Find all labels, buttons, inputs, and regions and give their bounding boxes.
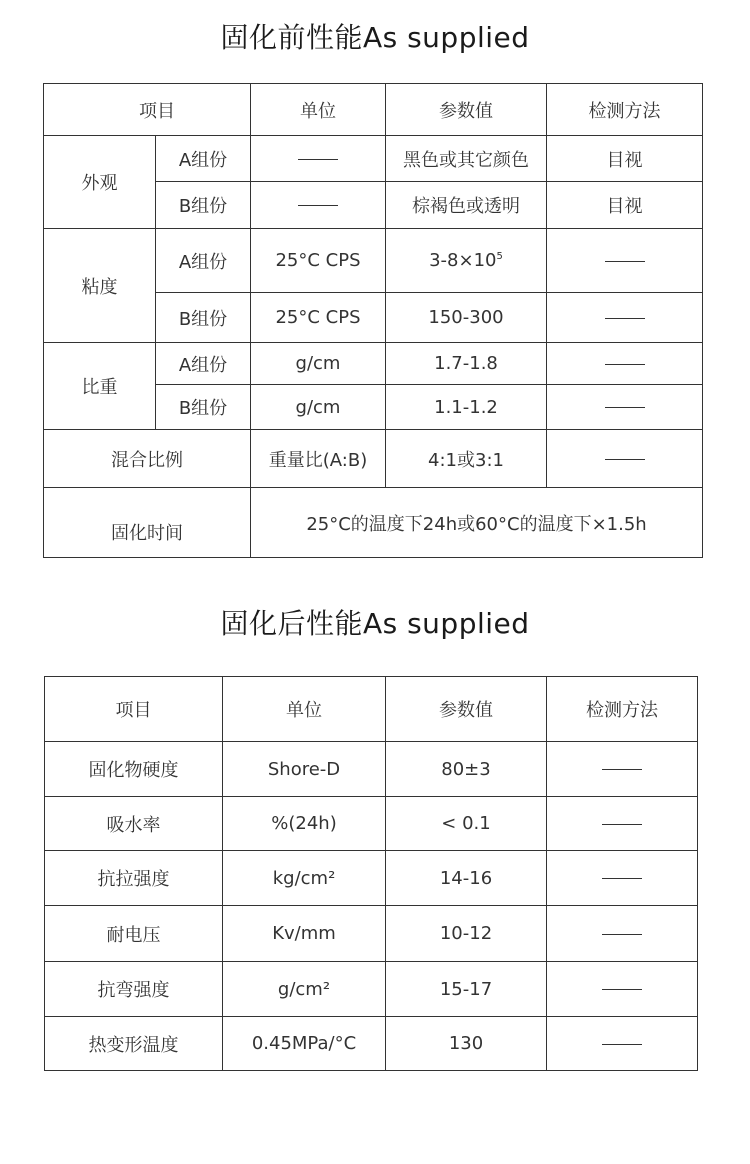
- appearance-a-value: 黑色或其它颜色: [386, 136, 547, 182]
- row-item: 抗拉强度: [45, 851, 223, 906]
- dash: [602, 824, 642, 825]
- dash: [605, 364, 645, 365]
- row-item: 固化物硬度: [45, 742, 223, 797]
- mix-label: 混合比例: [44, 430, 251, 488]
- dash: [605, 261, 645, 262]
- row-value: 130: [386, 1017, 547, 1071]
- header-unit: 单位: [251, 84, 386, 136]
- method-none: [547, 430, 703, 488]
- component-a: A组份: [156, 229, 251, 293]
- viscosity-a-unit: 25°C CPS: [251, 229, 386, 293]
- row-value: 10-12: [386, 906, 547, 962]
- component-a: A组份: [156, 136, 251, 182]
- method-none: [547, 229, 703, 293]
- method-none: [547, 742, 698, 797]
- gravity-b-unit: g/cm: [251, 385, 386, 430]
- method-none: [547, 1017, 698, 1071]
- row-unit: %(24h): [223, 797, 386, 851]
- table-row: [45, 1017, 698, 1071]
- viscosity-a-value: $3-8\times 10^5$: [386, 229, 547, 293]
- table-row: [44, 136, 703, 182]
- method-none: [547, 906, 698, 962]
- cure-value: 25°C的温度下24h或60°C的温度下×1.5h: [251, 488, 703, 558]
- component-b: B组份: [156, 293, 251, 343]
- row-unit: g/cm²: [223, 962, 386, 1017]
- before-cure-table: [43, 83, 703, 558]
- row-item: 耐电压: [45, 906, 223, 962]
- row-item: 热变形温度: [45, 1017, 223, 1071]
- dash: [602, 934, 642, 935]
- appearance-b-value: 棕褐色或透明: [386, 182, 547, 229]
- viscosity-label: 粘度: [44, 229, 156, 343]
- after-cure-table: [44, 676, 698, 1071]
- dash: [298, 159, 338, 160]
- row-unit: Kv/mm: [223, 906, 386, 962]
- dash: [602, 769, 642, 770]
- dash: [602, 1044, 642, 1045]
- gravity-a-unit: g/cm: [251, 343, 386, 385]
- header-value: 参数值: [386, 677, 547, 742]
- dash: [605, 318, 645, 319]
- table-row: [45, 742, 698, 797]
- header-method: 检测方法: [547, 84, 703, 136]
- method-none: [547, 385, 703, 430]
- table-row: [45, 851, 698, 906]
- appearance-label: 外观: [44, 136, 156, 229]
- table-row: [44, 430, 703, 488]
- unit-none: [251, 136, 386, 182]
- row-value: 15-17: [386, 962, 547, 1017]
- method-none: [547, 962, 698, 1017]
- after-cure-title: 固化后性能As supplied: [220, 607, 530, 640]
- mix-unit: 重量比(A:B): [251, 430, 386, 488]
- method-none: [547, 797, 698, 851]
- dash: [602, 878, 642, 879]
- dash: [605, 459, 645, 460]
- header-value: 参数值: [386, 84, 547, 136]
- row-value: 80±3: [386, 742, 547, 797]
- table-row: [45, 962, 698, 1017]
- method-none: [547, 343, 703, 385]
- cure-label: 固化时间: [44, 488, 251, 558]
- unit-none: [251, 182, 386, 229]
- table-row: [45, 906, 698, 962]
- component-a: A组份: [156, 343, 251, 385]
- table-header-row: [44, 84, 703, 136]
- table-row: [45, 797, 698, 851]
- viscosity-b-unit: 25°C CPS: [251, 293, 386, 343]
- header-item: 项目: [44, 84, 251, 136]
- row-unit: kg/cm²: [223, 851, 386, 906]
- method-none: [547, 851, 698, 906]
- table-row: [44, 343, 703, 385]
- table-header-row: [45, 677, 698, 742]
- appearance-b-method: 目视: [547, 182, 703, 229]
- row-value: < 0.1: [386, 797, 547, 851]
- table-row: [44, 229, 703, 293]
- appearance-a-method: 目视: [547, 136, 703, 182]
- row-unit: 0.45MPa/°C: [223, 1017, 386, 1071]
- gravity-b-value: 1.1-1.2: [386, 385, 547, 430]
- row-item: 抗弯强度: [45, 962, 223, 1017]
- dash: [602, 989, 642, 990]
- before-cure-title: 固化前性能As supplied: [220, 21, 530, 54]
- header-unit: 单位: [223, 677, 386, 742]
- dash: [298, 205, 338, 206]
- table-row: [44, 488, 703, 558]
- viscosity-b-value: 150-300: [386, 293, 547, 343]
- row-value: 14-16: [386, 851, 547, 906]
- header-item: 项目: [45, 677, 223, 742]
- dash: [605, 407, 645, 408]
- component-b: B组份: [156, 385, 251, 430]
- method-none: [547, 293, 703, 343]
- row-item: 吸水率: [45, 797, 223, 851]
- header-method: 检测方法: [547, 677, 698, 742]
- row-unit: Shore-D: [223, 742, 386, 797]
- mix-value: 4:1或3:1: [386, 430, 547, 488]
- gravity-a-value: 1.7-1.8: [386, 343, 547, 385]
- gravity-label: 比重: [44, 343, 156, 430]
- component-b: B组份: [156, 182, 251, 229]
